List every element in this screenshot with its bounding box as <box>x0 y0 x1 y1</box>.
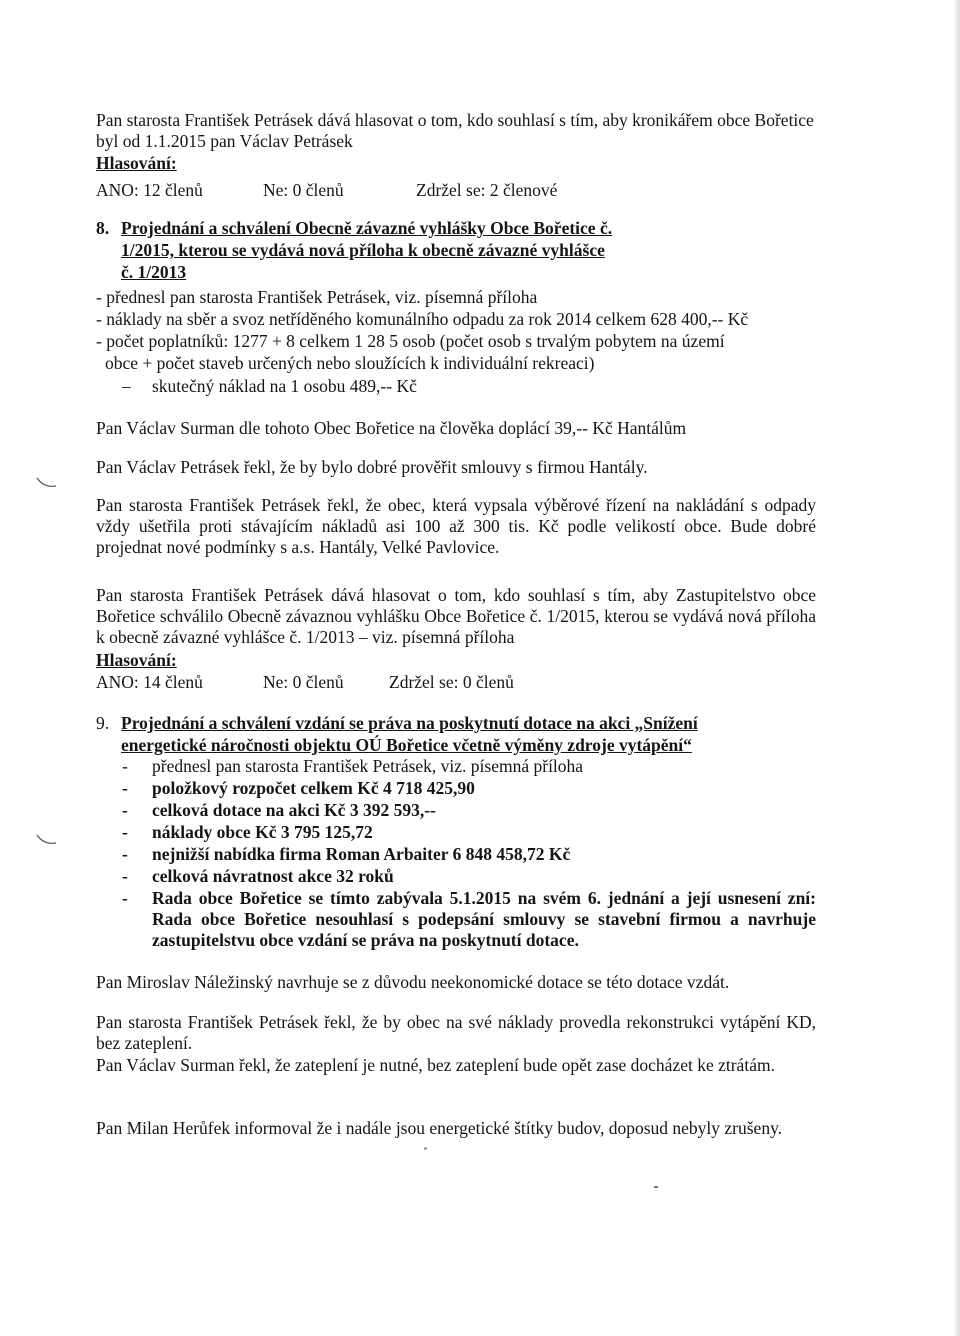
vote-yes: ANO: 12 členů <box>96 180 203 200</box>
section-number: 8. <box>96 218 110 238</box>
vote-no: Ne: 0 členů <box>263 180 344 200</box>
list-item: - přednesl pan starosta František Petrásek, viz. písemná příloha <box>96 287 538 307</box>
vote-heading: Hlasování: <box>96 650 177 670</box>
paragraph-zatepleni: Pan Václav Surman řekl, že zateplení je nutné, bez zateplení bude opět zase docházet ke ztrátám. <box>96 1055 775 1075</box>
paragraph-rekonstrukce: Pan starosta František Petrásek řekl, že by obec na své náklady provedla rekonstrukci vytápění KD, bez zateplení. <box>96 1012 816 1053</box>
list-text: přednesl pan starosta František Petrásek, viz. písemná příloha <box>152 756 584 776</box>
paragraph-vote-intro: Pan starosta František Petrásek dává hlasovat o tom, kdo souhlasí s tím, aby Zastupitelstvo obce Bořetice schválilo Obecně závaznou vyhlášku Obce Bořetice č. 1/2015, kterou se vydává nová příloha k obecně závazné vyhlášce č. 1/2013 – viz. písemná příloha <box>96 585 816 647</box>
vote-result <box>96 180 836 201</box>
speck <box>424 1147 427 1150</box>
vote-no: Ne: 0 členů <box>263 672 344 692</box>
section-title: energetické náročnosti objektu OÚ Bořetice včetně výměny zdroje vytápění“ <box>121 735 692 755</box>
list-text: celková dotace na akci Kč 3 392 593,-- <box>152 800 436 820</box>
list-dash: - <box>122 866 128 886</box>
paragraph-herufek: Pan Milan Herůfek informoval že i nadále jsou energetické štítky budov, doposud nebyly zrušeny. <box>96 1118 783 1138</box>
paragraph-starosta: Pan starosta František Petrásek řekl, že obec, která vypsala výběrové řízení na nakládání s odpady vždy ušetřila proti stávajícím nákladů asi 100 až 300 tis. Kč podle velikostí obce. Bude dobré projednat nové podmínky s a.s. Hantály, Velké Pavlovice. <box>96 495 816 557</box>
list-dash: - <box>122 822 128 842</box>
section-number: 9. <box>96 713 110 733</box>
paragraph-surman: Pan Václav Surman dle tohoto Obec Bořetice na člověka doplácí 39,-- Kč Hantálům <box>96 418 687 438</box>
vote-result <box>96 672 836 693</box>
vote-yes: ANO: 14 členů <box>96 672 203 692</box>
section-title: 1/2015, kterou se vydává nová příloha k obecně závazné vyhlášce <box>121 240 605 260</box>
list-dash: - <box>122 756 128 776</box>
list-item-continuation: obce + počet staveb určených nebo sloužících k individuální rekreaci) <box>105 353 595 373</box>
paragraph-kronikar: Pan starosta František Petrásek dává hlasovat o tom, kdo souhlasí s tím, aby kronikářem obce Bořetice byl od 1.1.2015 pan Václav Petrásek <box>96 110 814 151</box>
section-title: č. 1/2013 <box>121 262 187 282</box>
list-item: - počet poplatníků: 1277 + 8 celkem 1 28 5 osob (počet osob s trvalým pobytem na území <box>96 331 725 351</box>
list-dash: - <box>122 888 128 908</box>
list-dash: – <box>122 376 131 396</box>
vote-heading: Hlasování: <box>96 153 177 173</box>
margin-mark <box>36 476 58 490</box>
list-text: celková návratnost akce 32 roků <box>152 866 394 886</box>
margin-mark <box>36 833 58 847</box>
page-edge-shadow <box>955 0 960 1336</box>
list-text: Rada obce Bořetice se tímto zabývala 5.1.2015 na svém 6. jednání a její usnesení zní: Rada obce Bořetice nesouhlasí s podepsání smlouvy se stavební firmou a navrhuje zastupitelstvu obce vzdání se práva na poskytnutí dotace. <box>152 888 816 950</box>
speck <box>654 1186 658 1188</box>
list-text: skutečný náklad na 1 osobu 489,-- Kč <box>152 376 417 396</box>
list-item: - náklady na sběr a svoz netříděného komunálního odpadu za rok 2014 celkem 628 400,-- Kč <box>96 309 749 329</box>
list-text: nejnižší nabídka firma Roman Arbaiter 6 848 458,72 Kč <box>152 844 571 864</box>
section-title: Projednání a schválení Obecně závazné vyhlášky Obce Bořetice č. <box>121 218 613 238</box>
list-text: položkový rozpočet celkem Kč 4 718 425,90 <box>152 778 475 798</box>
section-title: Projednání a schválení vzdání se práva na poskytnutí dotace na akci „Snížení <box>121 713 698 733</box>
paragraph-nalezinsky: Pan Miroslav Náležinský navrhuje se z důvodu neekonomické dotace se této dotace vzdát. <box>96 972 730 992</box>
paragraph-petrasek: Pan Václav Petrásek řekl, že by bylo dobré prověřit smlouvy s firmou Hantály. <box>96 457 648 477</box>
vote-abstain: Zdržel se: 2 členové <box>416 180 558 200</box>
list-dash: - <box>122 800 128 820</box>
list-dash: - <box>122 844 128 864</box>
vote-abstain: Zdržel se: 0 členů <box>389 672 514 692</box>
list-text: náklady obce Kč 3 795 125,72 <box>152 822 373 842</box>
list-dash: - <box>122 778 128 798</box>
